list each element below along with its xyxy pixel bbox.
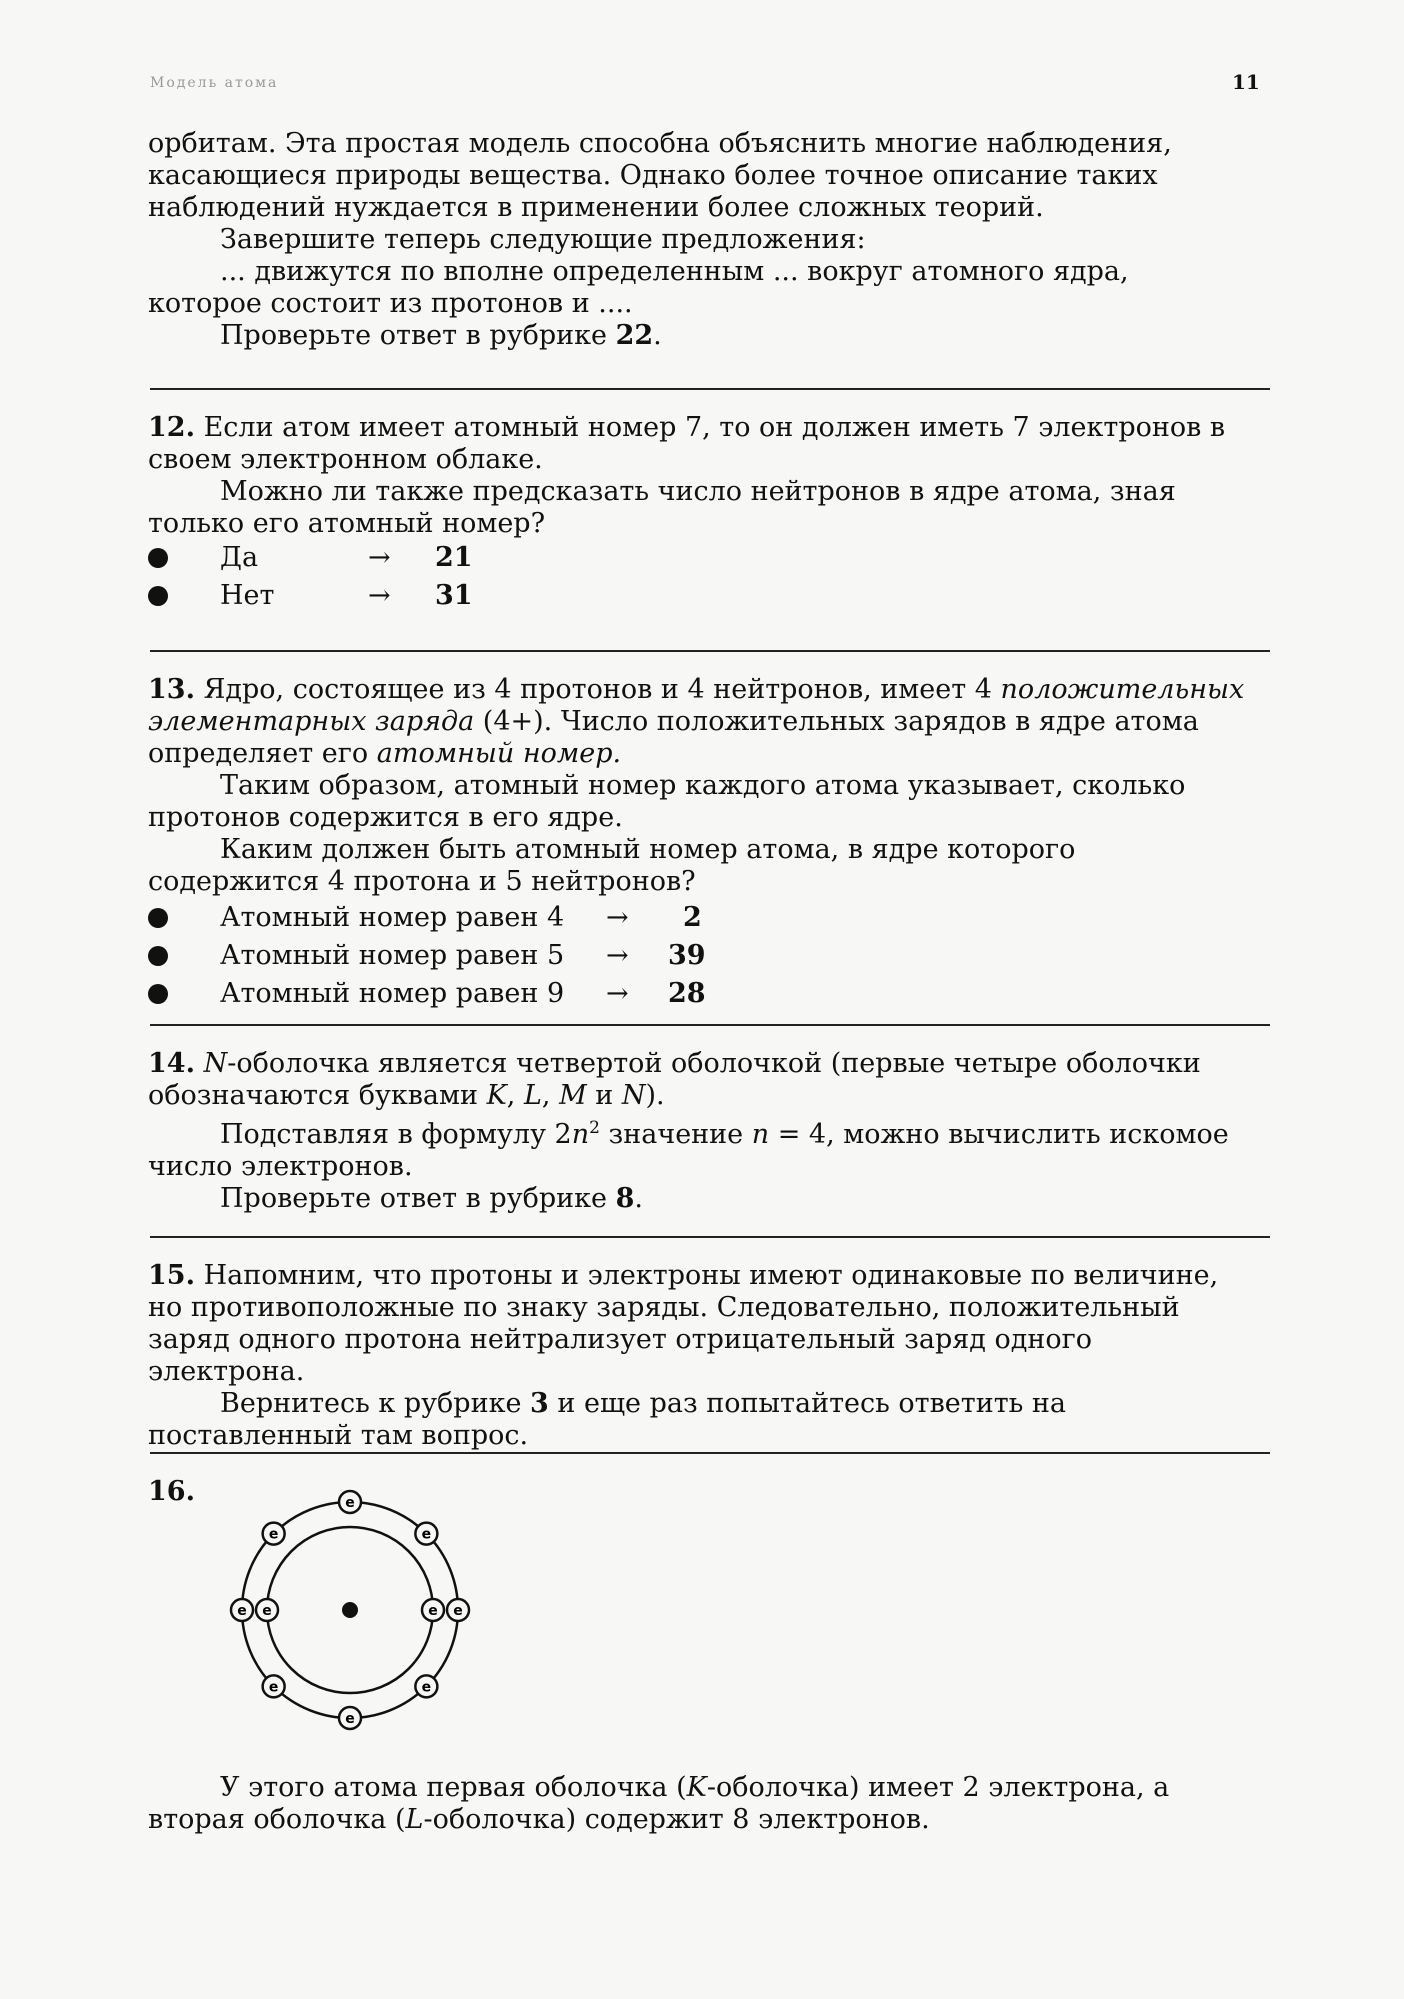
intro-instruction: Завершите теперь следующие предложения: <box>220 224 866 255</box>
svg-text:e: e <box>421 1679 432 1696</box>
rubric-ref[interactable]: 22 <box>615 320 654 351</box>
svg-text:e: e <box>428 1603 438 1619</box>
section-divider <box>150 650 1270 652</box>
bullet-icon <box>148 586 168 606</box>
section-14 <box>148 1048 1248 1215</box>
bullet-icon <box>148 946 168 966</box>
arrow-icon: → <box>368 542 391 573</box>
option-target[interactable]: 21 <box>435 542 473 573</box>
section-divider <box>150 388 1270 390</box>
electron-k-shell <box>422 1599 444 1621</box>
q14-paragraph: 14. N-оболочка является четвертой оболочкой (первые четыре оболочки обозначаются буквами K, L, M и N). <box>148 1048 1201 1111</box>
bullet-icon <box>148 908 168 928</box>
section-divider <box>150 1452 1270 1454</box>
q14-number: 14. <box>148 1048 195 1079</box>
q16-number: 16. <box>148 1476 195 1507</box>
svg-text:e: e <box>237 1603 247 1619</box>
svg-text:e: e <box>268 1526 279 1543</box>
svg-text:e: e <box>268 1679 279 1696</box>
electron-l-shell <box>447 1599 469 1621</box>
page-number: 11 <box>1232 70 1260 94</box>
q12-number: 12. <box>148 412 195 443</box>
electron-l-shell <box>263 1523 285 1545</box>
electron-k-shell <box>256 1599 278 1621</box>
electron-l-shell <box>415 1675 437 1697</box>
atom-diagram <box>220 1480 480 1740</box>
arrow-icon: → <box>606 940 629 971</box>
intro-check-answer: Проверьте ответ в рубрике 22. <box>220 320 662 351</box>
q14-check-answer: Проверьте ответ в рубрике 8. <box>220 1183 643 1214</box>
arrow-icon: → <box>368 580 391 611</box>
q13-paragraph: 13. Ядро, состоящее из 4 протонов и 4 нейтронов, имеет 4 положительных элементарных заряда (4+). Число положительных зарядов в ядре атома определяет его атомный номер. <box>148 674 1245 769</box>
svg-text:e: e <box>262 1603 272 1619</box>
q15-return: Вернитесь к рубрике 3 и еще раз попытайтесь ответить на поставленный там вопрос. <box>148 1388 1067 1451</box>
svg-text:e: e <box>421 1526 432 1543</box>
q13-paragraph-2: Таким образом, атомный номер каждого атома указывает, сколько протонов содержится в его ядре. <box>148 770 1186 833</box>
electron-l-shell <box>231 1599 253 1621</box>
q12-paragraph: 12. Если атом имеет атомный номер 7, то он должен иметь 7 электронов в своем электронном облаке. <box>148 412 1226 475</box>
svg-text:e: e <box>345 1495 355 1511</box>
section-divider <box>150 1024 1270 1026</box>
q13-number: 13. <box>148 674 195 705</box>
option-target[interactable]: 2 <box>683 902 702 933</box>
intro-section <box>148 128 1248 352</box>
electron-l-shell <box>339 1491 361 1513</box>
svg-text:e: e <box>453 1603 463 1619</box>
q15-number: 15. <box>148 1260 195 1291</box>
q16-caption <box>148 1772 1248 1836</box>
running-head: Модель атома <box>150 75 279 91</box>
intro-paragraph: орбитам. Эта простая модель способна объяснить многие наблюдения, касающиеся природы вещества. Однако более точное описание таких наблюдений нуждается в применении более сложных теорий. <box>148 128 1172 223</box>
q13-question: Каким должен быть атомный номер атома, в ядре которого содержится 4 протона и 5 нейтронов? <box>148 834 1076 897</box>
electron-l-shell <box>339 1707 361 1729</box>
arrow-icon: → <box>606 978 629 1009</box>
electron-l-shell <box>415 1523 437 1545</box>
section-divider <box>150 1236 1270 1238</box>
section-12 <box>148 412 1248 540</box>
option-target[interactable]: 31 <box>435 580 473 611</box>
section-13 <box>148 674 1248 898</box>
nucleus <box>342 1602 358 1618</box>
section-15 <box>148 1260 1248 1452</box>
book-page: Модель атома 11 орбитам. Эта простая модель способна объяснить многие наблюдения, касающиеся природы вещества. Однако более точное описание таких наблюдений нуждается в применении более сложных теорий. Завершите теперь следующие предложения: ... движутся по вполне определенным ... вокруг атомного ядра, которое состоит из протонов и .... Проверьте ответ в рубрике 22. 12. Если атом имеет атомный номер 7, то он должен иметь 7 электронов в своем электронном облаке. Можно ли также предсказать число нейтронов в ядре атома, зная только его атомный номер? Да → 21 Нет → 31 13. Ядро, состоящее из 4 протонов и 4 нейтронов, имеет 4 положительных элементарных заряда (4+). Число положительных зарядов в ядре атома определяет его атомный номер. Таким образом, атомный номер каждого атома указывает, сколько протонов содержится в его ядре. Каким должен быть атомный номер атома, в ядре которого содержится 4 протона и 5 нейтронов? Атомный номер равен 4 → 2 Атомный номер равен 5 → 39 Атомный номер равен 9 → 28 14. N-оболочка является четвертой оболочкой (первые четыре оболочки обозначаются буквами K, L, M и N). Подставляя в формулу $2n^2$ значение n = 4, можно вычислить искомое число электронов. Проверьте ответ в рубрике 8. 15. Напомним, что протоны и электроны имеют одинаковые по величине, но противоположные по знаку заряды. Следовательно, положительный заряд одного протона нейтрализует отрицательный заряд одного электрона. Вернитесь к рубрике 3 и еще раз попытайтесь ответить на поставленный там вопрос. 16. e e e e e e e e e e У этого атома первая оболочка (K-оболочка) имеет 2 электрона, а вторая оболочка (L-оболочка) содержит 8 электронов. <box>0 0 1404 1999</box>
bullet-icon <box>148 548 168 568</box>
arrow-icon: → <box>606 902 629 933</box>
bullet-icon <box>148 984 168 1004</box>
intro-fill-sentence: ... движутся по вполне определенным ... вокруг атомного ядра, которое состоит из протонов и .... <box>148 256 1129 319</box>
option-target[interactable]: 28 <box>668 978 706 1009</box>
q14-formula-paragraph: Подставляя в формулу $2n^2$ значение n = 4, можно вычислить искомое число электронов. <box>148 1118 1229 1182</box>
q16-paragraph: У этого атома первая оболочка (K-оболочка) имеет 2 электрона, а вторая оболочка (L-оболочка) содержит 8 электронов. <box>148 1772 1170 1835</box>
rubric-ref[interactable]: 3 <box>530 1388 549 1419</box>
q15-paragraph: 15. Напомним, что протоны и электроны имеют одинаковые по величине, но противоположные по знаку заряды. Следовательно, положительный заряд одного протона нейтрализует отрицательный заряд одного электрона. <box>148 1260 1219 1387</box>
svg-text:e: e <box>345 1711 355 1727</box>
q12-question: Можно ли также предсказать число нейтронов в ядре атома, зная только его атомный номер? <box>148 476 1176 539</box>
option-target[interactable]: 39 <box>668 940 706 971</box>
rubric-ref[interactable]: 8 <box>615 1183 635 1214</box>
electron-l-shell <box>263 1675 285 1697</box>
